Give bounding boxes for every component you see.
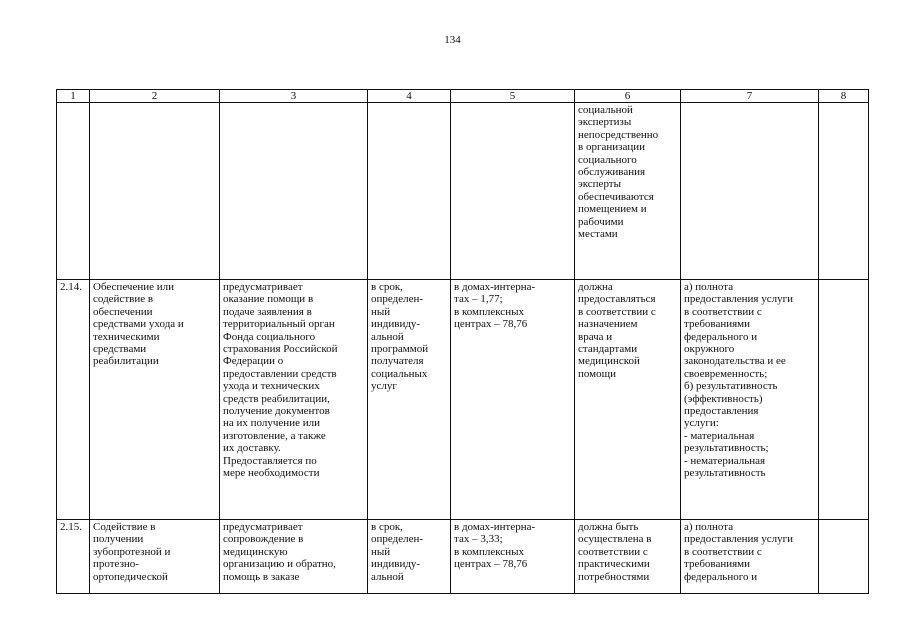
table-cell [57,520,90,594]
service-conditions: должна быть осуществлена в соответствии с практическими потребностями [578,521,652,583]
continuation-row [57,103,869,280]
service-term: в срок, определен- ный индивиду- альной [371,521,424,583]
column-header: 8 [819,90,869,103]
column-header: 2 [90,90,220,103]
column-header: 4 [368,90,451,103]
table-header-row [57,90,869,103]
table-cell [681,103,819,280]
table-cell [220,280,368,520]
service-name: Обеспечение или содействие в обеспечении средствами ухода и техническими средствами реабилитации [93,281,184,368]
page-number: 134 [444,34,461,46]
table-cell [575,520,681,594]
table-cell [90,280,220,520]
service-term: в срок, определен- ный индивиду- альной программой получателя социальных услуг [371,281,429,393]
service-quality: а) полнота предоставления услуги в соответствии с требованиями федерального и [684,521,793,583]
table-cell [575,103,681,280]
table-cell [451,280,575,520]
table-cell [220,520,368,594]
table-cell [220,103,368,280]
table-cell [819,280,869,520]
table-cell [681,520,819,594]
table-cell [90,103,220,280]
column-header: 6 [575,90,681,103]
table-cell [575,280,681,520]
services-table [56,89,869,594]
column-header: 7 [681,90,819,103]
table-row [57,280,869,520]
service-name: Содействие в получении зубопротезной и протезно- ортопедической [93,521,171,583]
conditions-text: социальной экспертизы непосредственно в организации социального обслуживания эксперты обеспечиваются помещением и рабочими местами [578,104,659,241]
service-content: предусматривает сопровождение в медицинскую организацию и обратно, помощь в заказе [223,521,336,583]
table-cell [451,103,575,280]
service-quality: а) полнота предоставления услуги в соответствии с требованиями федерального и окружного законодательства и ее своевременность; б) результативность (эффективность) предоставления услуги: - материальная результативность; - нематериальная результативность [684,281,793,480]
service-tariff: в домах-интерна- тах – 3,33; в комплексных центрах – 78,76 [454,521,536,571]
table-cell [451,520,575,594]
table-cell [368,520,451,594]
table-cell [57,280,90,520]
table-row [57,520,869,594]
column-header: 5 [451,90,575,103]
table-cell [819,520,869,594]
column-header: 3 [220,90,368,103]
row-number: 2.14. [60,281,82,293]
table-cell [90,520,220,594]
service-tariff: в домах-интерна- тах – 1,77; в комплексных центрах – 78,76 [454,281,536,331]
table-cell [368,103,451,280]
table-cell [819,103,869,280]
table-cell [368,280,451,520]
service-content: предусматривает оказание помощи в подаче заявления в территориальный орган Фонда социального страхования Российской Федерации о предоставлении средств ухода и технических средств реабилитации, получение документов на их получение или изготовление, а также их доставку. Предоставляется по мере необходимости [223,281,338,480]
column-header: 1 [57,90,90,103]
service-conditions: должна предоставляться в соответствии с назначением врача и стандартами медицинской помощи [578,281,656,380]
row-number: 2.15. [60,521,82,533]
table-cell [681,280,819,520]
table-cell [57,103,90,280]
